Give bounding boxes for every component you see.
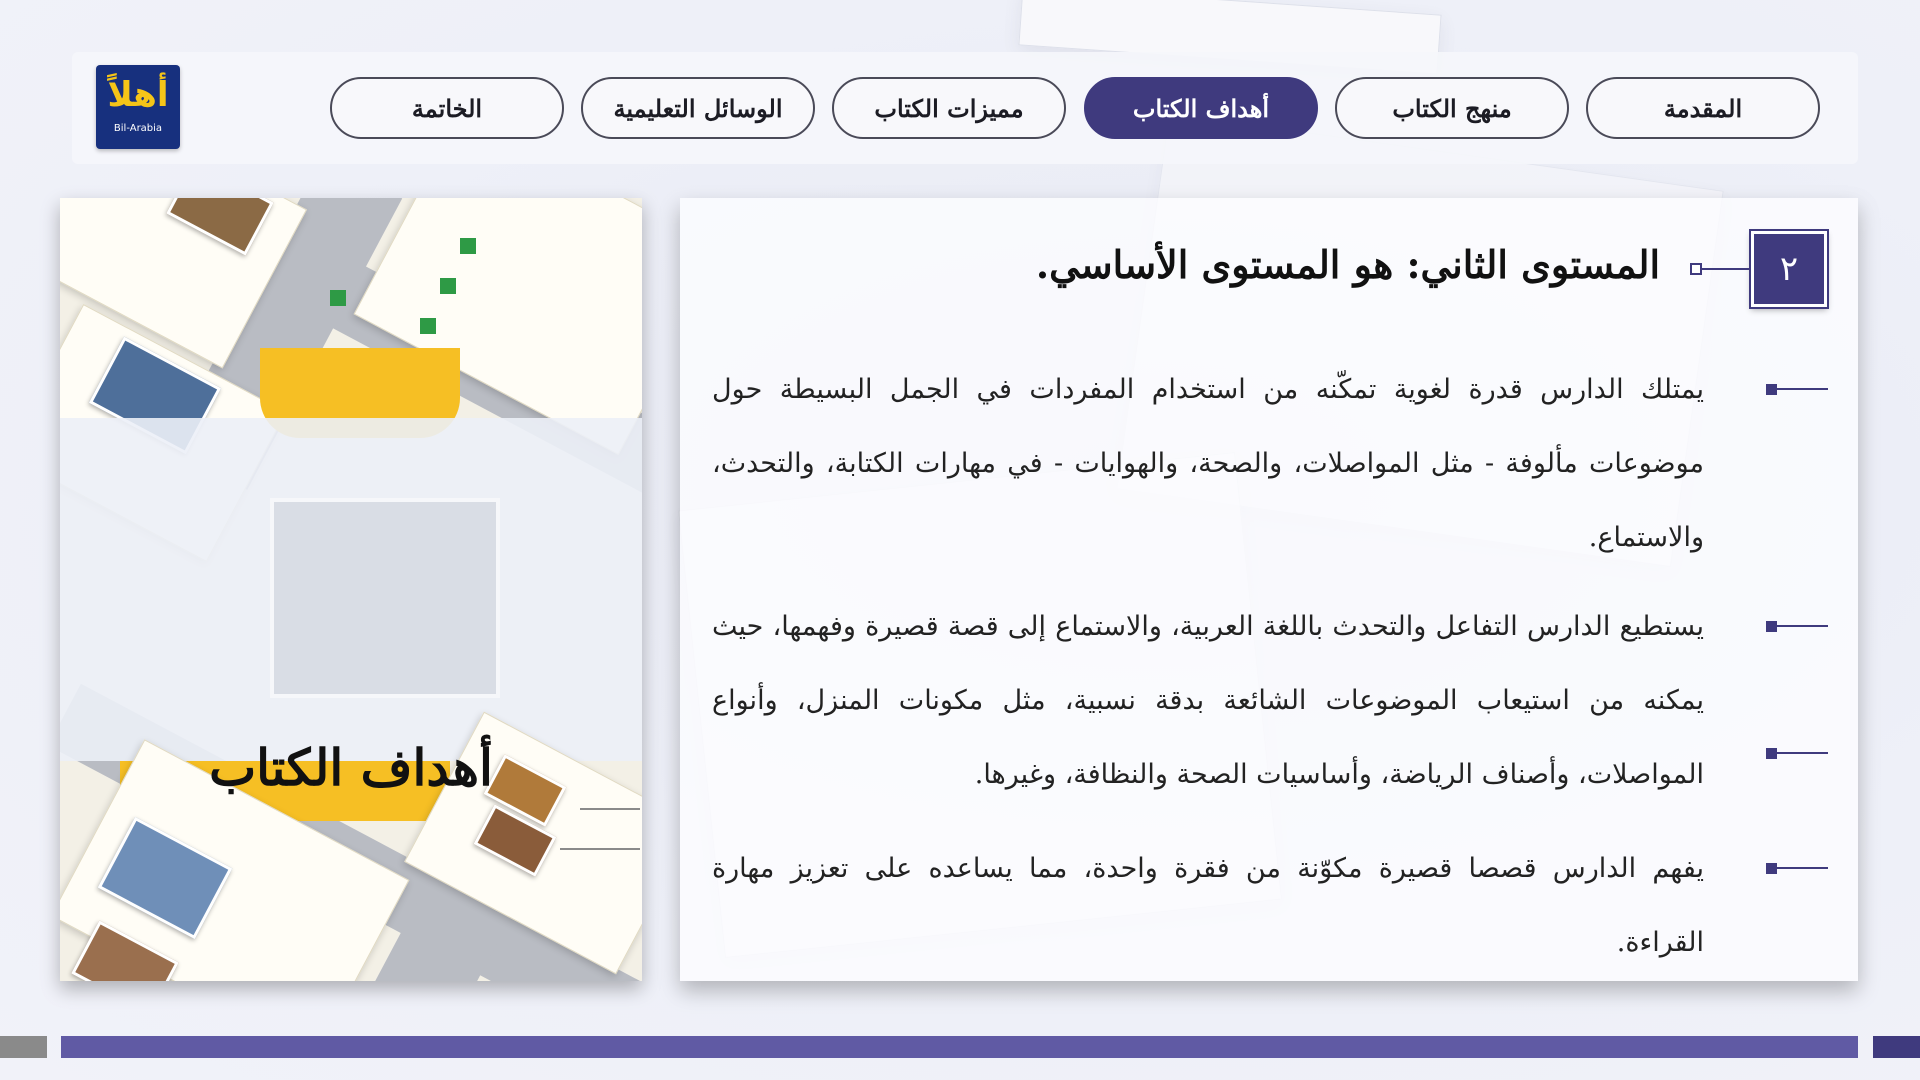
footer-bar-right [1873, 1036, 1920, 1058]
decor-line [580, 808, 640, 810]
bullet-marker-dot [1766, 863, 1777, 874]
nav-item-label: الوسائل التعليمية [613, 93, 783, 123]
bullet-marker-line [1770, 752, 1828, 754]
nav-item-label: أهداف الكتاب [1132, 93, 1270, 123]
decor-marker [440, 278, 456, 294]
logo-text: أهلاً [107, 75, 169, 115]
connector-line [1700, 268, 1750, 270]
logo-subtext: Bil-Arabia [113, 123, 163, 134]
decor-marker [330, 290, 346, 306]
footer-bar [61, 1036, 1858, 1058]
nav-item-label: المقدمة [1663, 93, 1743, 123]
footer-bar-left [0, 1036, 47, 1058]
bullet-marker-line [1770, 867, 1828, 869]
book-preview-panel [60, 198, 642, 981]
panel-title: أهداف الكتاب [209, 738, 493, 797]
connector-dot [1690, 263, 1702, 275]
goal-bullet-text: يمتلك الدارس قدرة لغوية تمكّنه من استخدام المفردات في الجمل البسيطة حول موضوعات مألوفة - مثل المواصلات، والصحة، والهوايات - في مهارات الكتابة، والتحدث، والاستماع. [712, 374, 1704, 553]
bullet-marker-dot [1766, 748, 1777, 759]
nav-item-curriculum[interactable] [1335, 77, 1569, 139]
section-number-badge: ٢ [1751, 231, 1827, 307]
nav-item-label: منهج الكتاب [1392, 93, 1512, 123]
brand-logo[interactable] [96, 65, 180, 149]
bullet-marker-line [1770, 625, 1828, 627]
nav-item-book-goals[interactable] [1084, 77, 1318, 139]
nav-item-introduction[interactable] [1586, 77, 1820, 139]
decor-line [560, 848, 640, 850]
decor-marker [460, 238, 476, 254]
section-heading: المستوى الثاني: هو المستوى الأساسي. [1035, 242, 1660, 287]
goal-bullet-text: يستطيع الدارس التفاعل والتحدث باللغة العربية، والاستماع إلى قصة قصيرة وفهمها، حيث يمكنه من استيعاب الموضوعات الشائعة بدقة نسبية، مثل مكونات المنزل، وأنواع المواصلات، وأصناف الرياضة، وأساسيات الصحة والنظافة، وغيرها. [712, 611, 1704, 790]
nav-item-label: مميزات الكتاب [874, 93, 1024, 123]
goal-bullet-text: يفهم الدارس قصصا قصيرة مكوّنة من فقرة واحدة، مما يساعده على تعزيز مهارة القراءة. [712, 853, 1704, 958]
faded-book-photo [270, 498, 500, 698]
nav-item-book-features[interactable] [832, 77, 1066, 139]
bullet-marker-line [1770, 388, 1828, 390]
decor-marker [420, 318, 436, 334]
nav-item-conclusion[interactable] [330, 77, 564, 139]
bullet-marker-dot [1766, 621, 1777, 632]
bullet-marker-dot [1766, 384, 1777, 395]
nav-item-label: الخاتمة [411, 93, 483, 123]
nav-item-teaching-aids[interactable] [581, 77, 815, 139]
